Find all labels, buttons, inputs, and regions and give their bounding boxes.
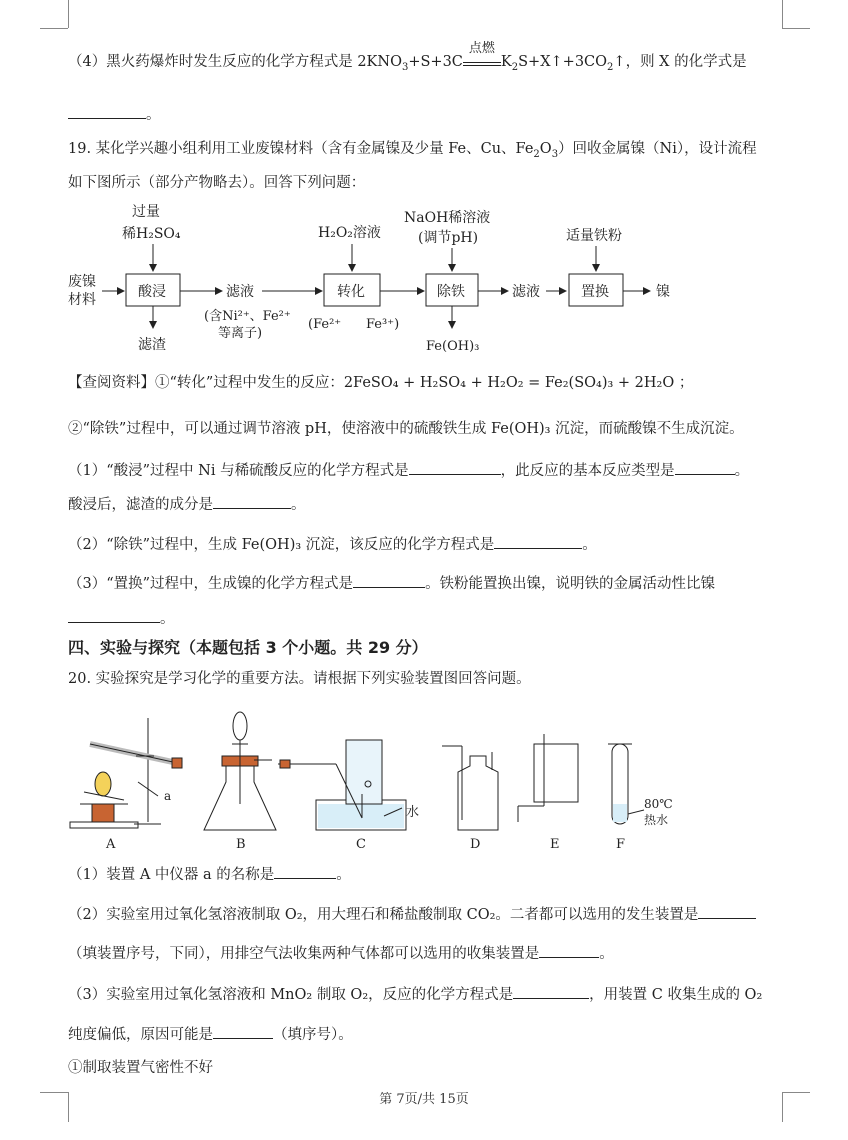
section-title-text: 四、实验与探究（本题包括 3 个小题。共 29 分）	[68, 638, 428, 657]
apparatus-e	[518, 734, 578, 822]
label-water: 水	[406, 805, 420, 820]
box2-label: 转化	[337, 284, 365, 300]
reagent1a: 过量	[132, 204, 160, 220]
answer-blank[interactable]	[353, 573, 425, 588]
reagent4: 适量铁粉	[566, 228, 622, 244]
crop-mark-top-right	[782, 0, 783, 28]
q19-2a: （2）“除铁”过程中，生成 Fe(OH)₃ 沉淀，该反应的化学方程式是	[68, 537, 495, 553]
q19-intro1c: ）回收金属镍（Ni），设计流程	[558, 141, 757, 157]
label-F: F	[616, 837, 626, 852]
q20-sub1	[68, 864, 351, 885]
answer-blank[interactable]	[513, 984, 589, 999]
label-hot-water: 热水	[644, 813, 669, 827]
box4-label: 置换	[581, 284, 609, 300]
q19-intro2: 如下图所示（部分产物略去）。回答下列问题：	[68, 175, 366, 191]
reaction-condition-arrow	[463, 41, 501, 66]
answer-blank[interactable]	[409, 460, 501, 475]
mid2-label: 滤液	[512, 284, 540, 300]
q18-4-eq-mid: +S+3C	[408, 54, 463, 70]
q19-1d: 酸浸后，滤渣的成分是	[68, 497, 213, 513]
q19-ref2	[68, 419, 744, 439]
apparatus-figure	[66, 704, 706, 852]
ions1a: (含Ni²⁺、Fe²⁺	[204, 309, 291, 324]
q20-1a: （1）装置 A 中仪器 a 的名称是	[68, 867, 275, 883]
q20-2c: 。	[599, 946, 614, 962]
q20-option1	[68, 1058, 213, 1078]
q19-1b: ，此反应的基本反应类型是	[500, 463, 675, 479]
box1-label: 酸浸	[138, 284, 166, 300]
q19-ref1	[68, 373, 693, 393]
q19-sub2	[68, 534, 597, 555]
q20-3c: 纯度偏低，原因可能是	[68, 1027, 213, 1043]
q20-sub3-cont	[68, 1024, 353, 1045]
reagent3b: (调节pH)	[418, 230, 479, 246]
apparatus-d	[442, 746, 498, 830]
label-D: D	[470, 837, 481, 852]
apparatus-f	[608, 744, 673, 827]
q19-sub1	[68, 460, 749, 481]
ions2a: (Fe²⁺	[308, 317, 342, 332]
input-label-1: 废镍	[68, 274, 96, 290]
q19-sub1-cont	[68, 494, 306, 515]
answer-blank[interactable]	[675, 460, 735, 475]
apparatus-a	[70, 718, 182, 828]
q19-2b: 。	[582, 537, 597, 553]
apparatus-c	[278, 740, 419, 830]
reaction-condition: 点燃	[468, 41, 495, 56]
q20-3a: （3）实验室用过氧化氢溶液和 MnO₂ 制取 O₂，反应的化学方程式是	[68, 987, 514, 1003]
answer-blank[interactable]	[274, 864, 336, 879]
q19-1c: 。	[734, 463, 750, 479]
ref1-text: 【查阅资料】①“转化”过程中发生的反应：2FeSO₄ + H₂SO₄ + H₂O₂ = Fe₂(SO₄)₃ + 2H₂O ；	[68, 375, 694, 391]
reagent3a: NaOH稀溶液	[404, 210, 491, 226]
q20-3d: （填序号）。	[273, 1027, 353, 1043]
crop-mark-top-left-h	[40, 28, 68, 29]
q20-3b: ，用装置 C 收集生成的 O₂	[589, 987, 763, 1003]
answer-blank[interactable]	[68, 608, 160, 623]
q19-intro1b: O	[539, 141, 552, 157]
q19-sub3-cont	[68, 608, 175, 629]
answer-blank[interactable]	[539, 943, 599, 958]
period: 。	[146, 107, 161, 123]
label-80c: 80℃	[644, 797, 673, 811]
reagent1b: 稀H₂SO₄	[122, 226, 181, 242]
page-footer: 第 7页/共 15页	[379, 1092, 469, 1107]
label-a: a	[164, 789, 172, 803]
q19-3b: 。铁粉能置换出镍，说明铁的金属活动性比镍	[425, 576, 716, 592]
q19-1e: 。	[291, 497, 306, 513]
box3-label: 除铁	[437, 284, 465, 300]
label-A: A	[106, 837, 116, 852]
option1-text: ①制取装置气密性不好	[68, 1060, 213, 1076]
residue-label: 滤渣	[138, 337, 166, 353]
ref2-text: ②“除铁”过程中，可以通过调节溶液 pH，使溶液中的硫酸铁生成 Fe(OH)₃ 沉淀，而硫酸镍不生成沉淀。	[68, 421, 744, 437]
apparatus-b	[204, 712, 276, 830]
label-B: B	[236, 837, 246, 852]
ions1b: 等离子)	[218, 326, 263, 341]
mid1-label: 滤液	[226, 284, 254, 300]
input-label-2: 材料	[68, 292, 96, 308]
q20-1b: 。	[336, 867, 351, 883]
q20-sub3	[68, 984, 762, 1005]
q20-intro	[68, 669, 531, 689]
q18-4-answer-line	[68, 104, 161, 125]
q19-1a: （1）“酸浸”过程中 Ni 与稀硫酸反应的化学方程式是	[68, 463, 409, 479]
q19-intro1: 19. 某化学兴趣小组利用工业废镍材料（含有金属镍及少量 Fe、Cu、Fe	[68, 141, 534, 157]
q18-4-eq-tail: ↑，则 X 的化学式是	[613, 54, 747, 70]
answer-blank[interactable]	[698, 904, 756, 919]
answer-blank[interactable]	[213, 1024, 273, 1039]
crop-mark-top-right-h	[782, 28, 810, 29]
reagent2: H₂O₂溶液	[318, 225, 381, 241]
section-title	[68, 638, 428, 658]
q19-3c: 。	[160, 611, 175, 627]
q18-4-eq-rest2: S+X↑+3CO	[518, 54, 608, 70]
answer-blank[interactable]	[68, 104, 146, 119]
q18-4-prefix: （4）黑火药爆炸时发生反应的化学方程式是 2KNO	[68, 54, 402, 70]
q19-intro-line2	[68, 173, 365, 193]
q18-4-eq-rest: K	[500, 54, 512, 70]
q20-2a: （2）实验室用过氧化氢溶液制取 O₂，用大理石和稀盐酸制取 CO₂。二者都可以选用的发生装置是	[68, 907, 699, 923]
q19-intro-line1: 19. 某化学兴趣小组利用工业废镍材料（含有金属镍及少量 Fe、Cu、$Fe_2O_3$）回收金属镍（Ni），设计流程	[68, 141, 757, 160]
output-label: 镍	[656, 284, 670, 300]
q18-4-line: （4）黑火药爆炸时发生反应的化学方程式是 $2KNO_3+S+3C$ 点燃 $K_2S+X↑+3CO_2↑$，则 X 的化学式是	[68, 41, 747, 73]
q20-2b: （填装置序号，下同），用排空气法收集两种气体都可以选用的收集装置是	[68, 946, 540, 962]
label-C: C	[356, 837, 366, 852]
label-E: E	[550, 837, 560, 852]
q20-intro-text: 20. 实验探究是学习化学的重要方法。请根据下列实验装置图回答问题。	[68, 671, 531, 687]
q19-sub3	[68, 573, 715, 594]
q20-sub2-cont	[68, 943, 614, 964]
q20-sub2	[68, 904, 756, 925]
process-flow-diagram	[66, 200, 706, 360]
precip-label: Fe(OH)₃	[426, 339, 480, 354]
answer-blank[interactable]	[213, 494, 291, 509]
answer-blank[interactable]	[494, 534, 582, 549]
q19-3a: （3）“置换”过程中，生成镍的化学方程式是	[68, 576, 354, 592]
ions2b: Fe³⁺)	[366, 317, 400, 332]
crop-mark-top-left	[68, 0, 69, 28]
